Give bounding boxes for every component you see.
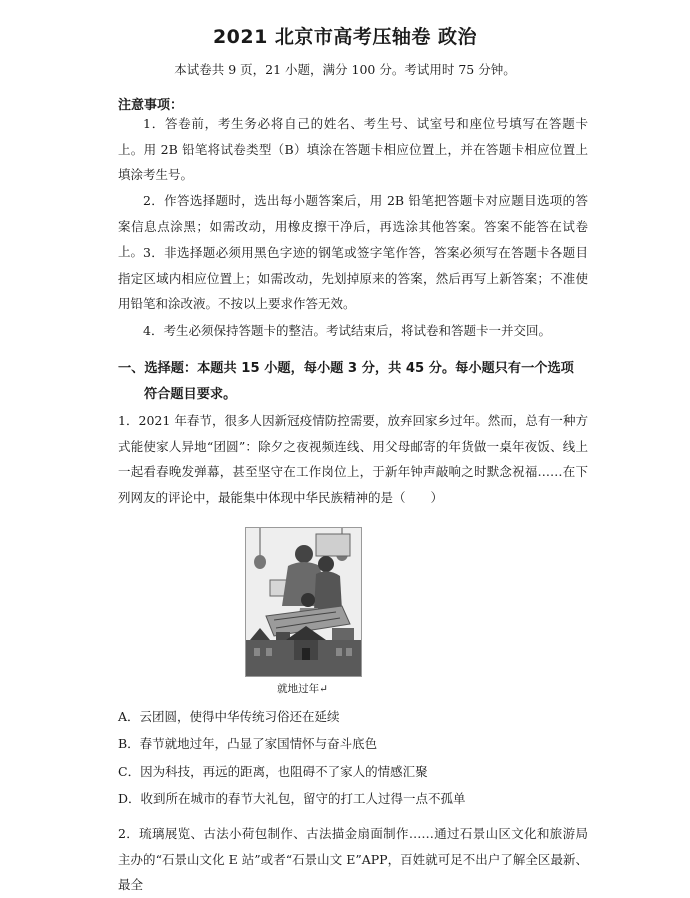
notice-heading: 注意事项： <box>118 98 184 113</box>
question-1-option-b: B．春节就地过年，凸显了家国情怀与奋斗底色 <box>118 736 378 751</box>
question-1-option-d: D．收到所在城市的春节大礼包，留守的打工人过得一点不孤单 <box>118 791 466 806</box>
exam-title: 2021 北京市高考压轴卷 政治 <box>212 26 478 48</box>
question-1-option-a: A．云团圆，使得中华传统习俗还在延续 <box>118 709 340 724</box>
question-1-stem: 1．2021 年春节，很多人因新冠疫情防控需要，放弃回家乡过年。然而，总有一种方式能使家人异地“团圆”：除夕之夜视频连线、用父母邮寄的年货做一桌年夜饭、线上一起看春晚发弹幕，甚至坚守在工作岗位上，于新年钟声敲响之时默念祝福……在下列网友的评论中，最能集中体现中华民族精神的是（ ） <box>118 413 588 505</box>
notice-item-3 <box>118 240 588 317</box>
question-1-option-c: C．因为科技，再远的距离，也阻碍不了家人的情感汇聚 <box>118 764 428 779</box>
section-heading-line1: 一、选择题：本题共 15 小题，每小题 3 分，共 45 分。每小题只有一个选项 <box>118 361 574 376</box>
section-heading <box>118 356 590 408</box>
notice-item-3-text: 3．非选择题必须用黑色字迹的钢笔或签字笔作答，答案必须写在答题卡各题目指定区域内相应位置上；如需改动，先划掉原来的答案，然后再写上新答案；不准使用铅笔和涂改液。不按以上要求作答无效。 <box>118 245 588 311</box>
exam-subtitle: 本试卷共 9 页，21 小题，满分 100 分。考试用时 75 分钟。 <box>174 62 516 77</box>
notice-item-1 <box>118 111 588 188</box>
question-1-figure-caption: 就地过年↵ <box>277 683 328 695</box>
notice-item-1-text: 1．答卷前，考生务必将自己的姓名、考生号、试室号和座位号填写在答题卡上。用 2B 铅笔将试卷类型（B）填涂在答题卡相应位置上，并在答题卡相应位置上填涂考生号。 <box>118 116 588 182</box>
question-1-figure <box>245 527 362 677</box>
question-2-stem: 2．琉璃展览、古法小荷包制作、古法描金扇面制作……通过石景山区文化和旅游局主办的“石景山文化 E 站”或者“石景山文 E”APP，百姓就可足不出户了解全区最新、最全 <box>118 826 588 892</box>
notice-item-2-text: 2．作答选择题时，选出每小题答案后，用 2B 铅笔把答题卡对应题目选项的答案信息点涂黑；如需改动，用橡皮擦干净后，再选涂其他答案。答案不能答在试卷上。 <box>118 193 588 259</box>
notice-item-4 <box>118 318 588 344</box>
notice-item-4-text: 4．考生必须保持答题卡的整洁。考试结束后，将试卷和答题卡一并交回。 <box>143 323 551 338</box>
section-heading-line2: 符合题目要求。 <box>144 387 237 402</box>
family-reunion-illustration <box>246 528 361 676</box>
